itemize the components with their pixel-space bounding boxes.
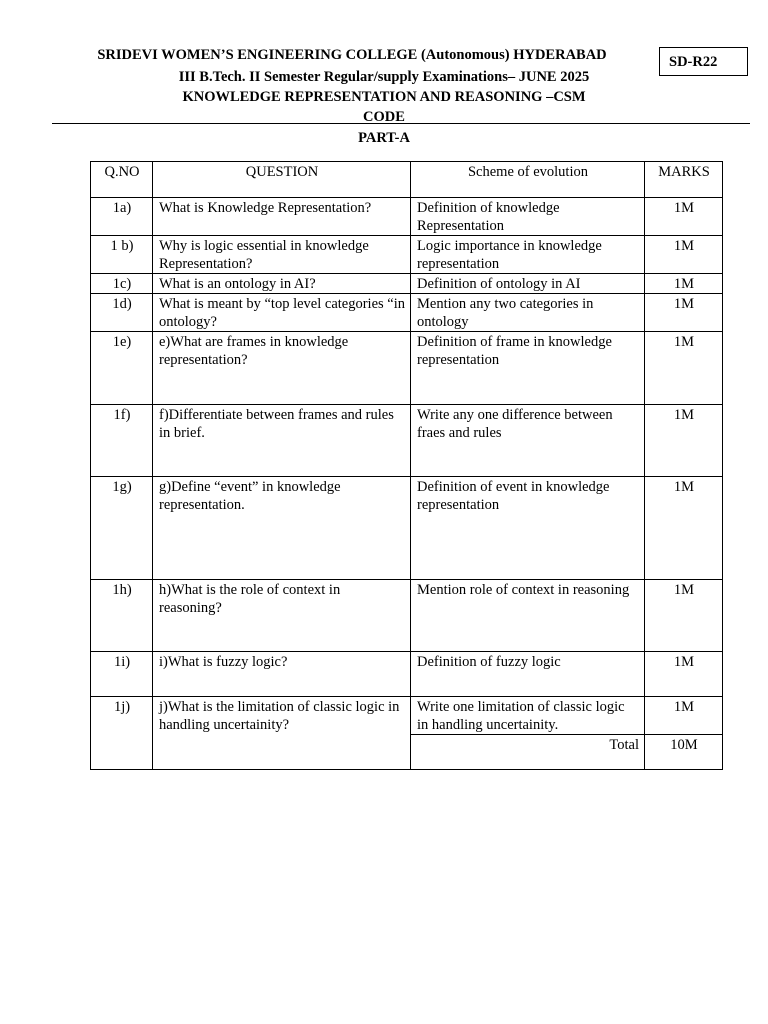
marks-cell: 1M xyxy=(645,294,723,332)
scheme-cell: Logic importance in knowledge representation xyxy=(411,236,645,274)
regulation-code-box: SD-R22 xyxy=(659,47,748,76)
header-divider xyxy=(52,123,750,124)
scheme-cell: Mention role of context in reasoning xyxy=(411,580,645,652)
table-row xyxy=(91,332,723,405)
marks-cell: 1M xyxy=(645,580,723,652)
scheme-cell: Definition of frame in knowledge representation xyxy=(411,332,645,405)
question-cell: h)What is the role of context in reasoning? xyxy=(153,580,411,652)
scheme-cell: Write any one difference between fraes and rules xyxy=(411,405,645,477)
table-row xyxy=(91,294,723,332)
qno-cell: 1i) xyxy=(91,652,153,697)
qno-cell: 1d) xyxy=(91,294,153,332)
part-title: PART-A xyxy=(358,130,410,146)
header-qno: Q.NO xyxy=(91,162,153,198)
qno-cell: 1g) xyxy=(91,477,153,580)
question-cell: What is Knowledge Representation? xyxy=(153,198,411,236)
subject-code-label: CODE xyxy=(363,109,405,125)
question-cell: e)What are frames in knowledge representation? xyxy=(153,332,411,405)
marks-cell: 1M xyxy=(645,332,723,405)
qno-cell: 1f) xyxy=(91,405,153,477)
college-name: SRIDEVI WOMEN’S ENGINEERING COLLEGE (Autonomous) HYDERABAD xyxy=(97,47,607,63)
qno-cell: 1j) xyxy=(91,697,153,770)
marks-cell: 1M xyxy=(645,477,723,580)
question-cell: j)What is the limitation of classic logic in handling uncertainity? xyxy=(153,697,411,770)
table-row xyxy=(91,580,723,652)
scheme-cell: Definition of knowledge Representation xyxy=(411,198,645,236)
header-scheme: Scheme of evolution xyxy=(411,162,645,198)
question-cell: i)What is fuzzy logic? xyxy=(153,652,411,697)
scheme-cell: Write one limitation of classic logic in handling uncertainity. xyxy=(411,697,645,735)
marks-cell: 1M xyxy=(645,236,723,274)
qno-cell: 1e) xyxy=(91,332,153,405)
table-row xyxy=(91,697,723,735)
marks-cell: 1M xyxy=(645,652,723,697)
header-marks: MARKS xyxy=(645,162,723,198)
qno-cell: 1 b) xyxy=(91,236,153,274)
marks-cell: 1M xyxy=(645,274,723,294)
table-row xyxy=(91,274,723,294)
subject-title: KNOWLEDGE REPRESENTATION AND REASONING –CSM xyxy=(182,89,586,105)
total-label: Total xyxy=(411,735,645,770)
table-row xyxy=(91,652,723,697)
table-row xyxy=(91,236,723,274)
table-row xyxy=(91,477,723,580)
marks-cell: 1M xyxy=(645,697,723,735)
marks-cell: 1M xyxy=(645,198,723,236)
table-row xyxy=(91,198,723,236)
table-row xyxy=(91,405,723,477)
question-cell: Why is logic essential in knowledge Representation? xyxy=(153,236,411,274)
qno-cell: 1a) xyxy=(91,198,153,236)
scheme-cell: Definition of fuzzy logic xyxy=(411,652,645,697)
header-question: QUESTION xyxy=(153,162,411,198)
exam-details: III B.Tech. II Semester Regular/supply Examinations– JUNE 2025 xyxy=(178,69,590,85)
qno-cell: 1h) xyxy=(91,580,153,652)
scheme-cell: Definition of ontology in AI xyxy=(411,274,645,294)
marks-cell: 1M xyxy=(645,405,723,477)
table-header-row xyxy=(91,162,723,198)
question-cell: What is an ontology in AI? xyxy=(153,274,411,294)
total-value: 10M xyxy=(645,735,723,770)
scheme-table xyxy=(90,161,723,770)
question-cell: f)Differentiate between frames and rules in brief. xyxy=(153,405,411,477)
scheme-cell: Mention any two categories in ontology xyxy=(411,294,645,332)
question-cell: What is meant by “top level categories “in ontology? xyxy=(153,294,411,332)
question-cell: g)Define “event” in knowledge representation. xyxy=(153,477,411,580)
scheme-cell: Definition of event in knowledge representation xyxy=(411,477,645,580)
qno-cell: 1c) xyxy=(91,274,153,294)
